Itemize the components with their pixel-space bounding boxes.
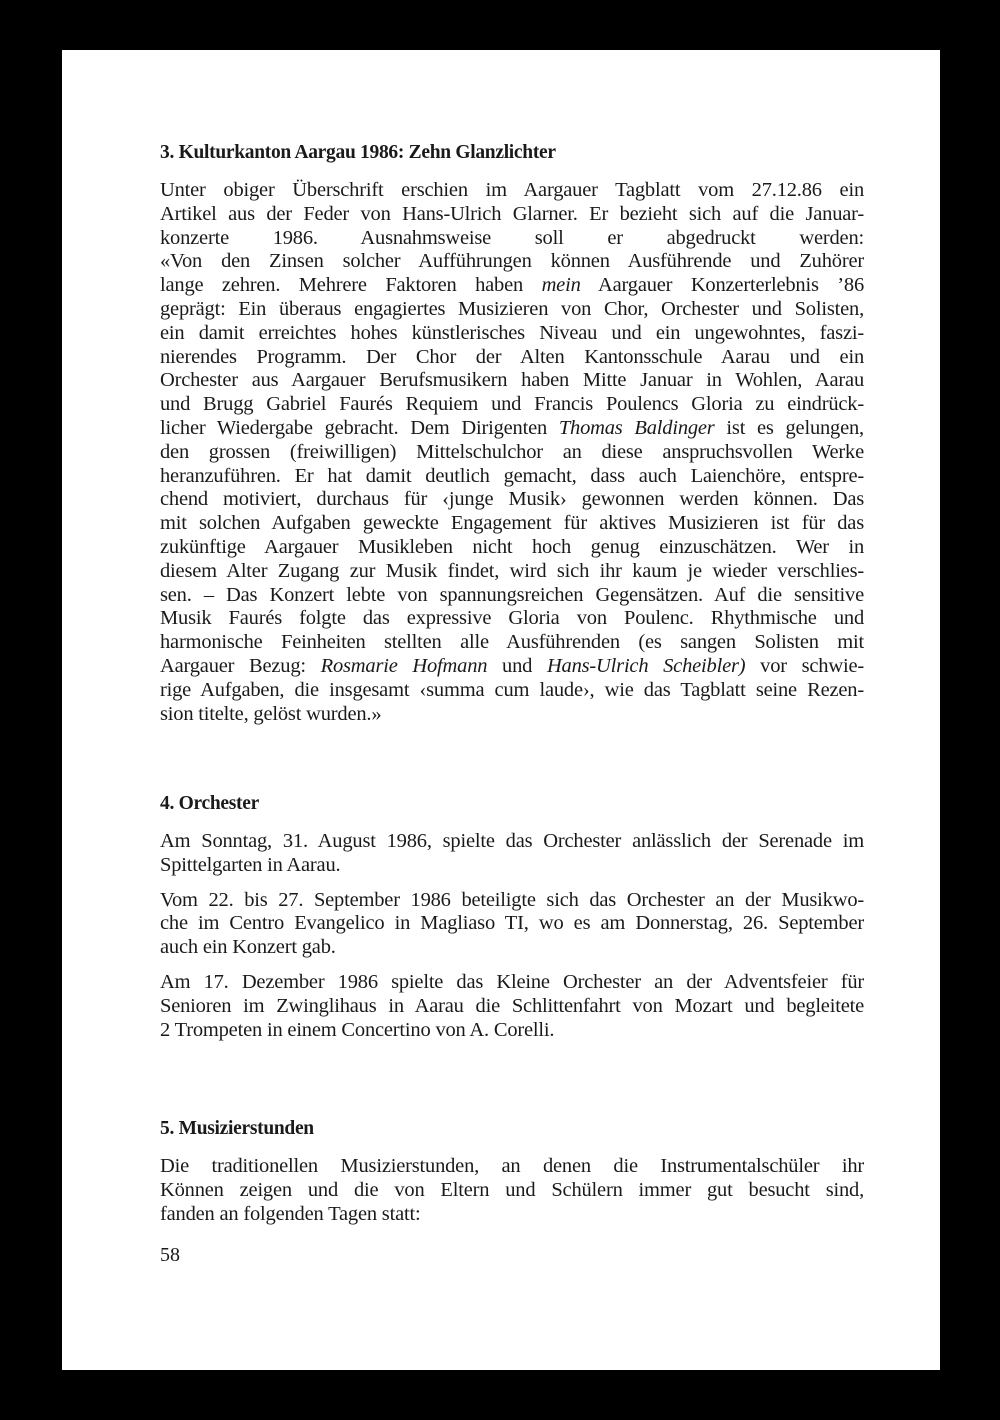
- paragraph: [160, 1155, 864, 1226]
- text-line: Am 17. Dezember 1986 spielte das Kleine Orchester an der Adventsfeier für: [160, 970, 864, 993]
- text-line: Musik Faurés folgte das expressive Gloria von Poulenc. Rhythmische und: [160, 607, 864, 630]
- text-segment: lange zehren. Mehrere Faktoren haben: [160, 274, 542, 297]
- text-line: den grossen (freiwilligen) Mittelschulchor an diese anspruchsvollen Werke: [160, 440, 864, 463]
- text-line: 2 Trompeten in einem Concertino von A. Corelli.: [160, 1018, 555, 1041]
- text-line: Artikel aus der Feder von Hans-Ulrich Glarner. Er bezieht sich auf die Januar-: [160, 202, 864, 225]
- italic-name: Hans-Ulrich Scheibler): [546, 654, 746, 677]
- text-line: rige Aufgaben, die insgesamt ‹summa cum laude›, wie das Tagblatt seine Rezen-: [160, 678, 864, 701]
- page-number: 58: [160, 1244, 180, 1266]
- text-line: heranzuführen. Er hat damit deutlich gemacht, dass auch Laienchöre, entspre-: [160, 464, 864, 487]
- text-line: Unter obiger Überschrift erschien im Aargauer Tagblatt vom 27.12.86 ein: [160, 179, 864, 201]
- section-heading: 4. Orchester: [160, 793, 259, 814]
- paragraph: [160, 179, 864, 726]
- text-segment: und: [487, 654, 547, 677]
- text-line: auch ein Konzert gab.: [160, 936, 336, 959]
- text-line: [160, 417, 864, 441]
- text-line: chend motiviert, durchaus für ‹junge Musik› gewonnen werden können. Das: [160, 488, 864, 511]
- text-line: diesem Alter Zugang zur Musik findet, wird sich ihr kaum je wieder verschlies-: [160, 559, 864, 582]
- italic-name: Rosmarie Hofmann: [320, 654, 488, 677]
- italic-name: Thomas Baldinger: [558, 416, 715, 439]
- text-line: [160, 655, 864, 679]
- italic-name: mein: [541, 274, 581, 297]
- text-line: Orchester aus Aargauer Berufsmusikern haben Mitte Januar in Wohlen, Aarau: [160, 369, 864, 392]
- text-line: fanden an folgenden Tagen statt:: [160, 1202, 421, 1225]
- text-line: mit solchen Aufgaben geweckte Engagement für aktives Musizieren ist für das: [160, 512, 864, 535]
- text-line: [160, 274, 864, 298]
- text-line: harmonische Feinheiten stellten alle Ausführenden (es sangen Solisten mit: [160, 631, 864, 654]
- section-heading: 5. Musizierstunden: [160, 1118, 314, 1139]
- text-line: geprägt: Ein überaus engagiertes Musizieren von Chor, Orchester und Solisten,: [160, 297, 864, 320]
- text-segment: Aargauer Bezug:: [160, 654, 321, 677]
- text-line: Spittelgarten in Aarau.: [160, 853, 341, 876]
- text-segment: ist es gelungen,: [714, 416, 864, 439]
- text-segment: licher Wiedergabe gebracht. Dem Dirigenten: [160, 416, 559, 439]
- section-orchester: [160, 793, 864, 1053]
- text-line: nierendes Programm. Der Chor der Alten Kantonsschule Aarau und ein: [160, 345, 864, 368]
- text-line: konzerte 1986. Ausnahmsweise soll er abgedruckt werden:: [160, 226, 864, 249]
- text-line: und Brugg Gabriel Faurés Requiem und Francis Poulencs Gloria zu eindrück-: [160, 393, 864, 416]
- text-segment: vor schwie-: [745, 654, 864, 677]
- paragraph: [160, 971, 864, 1042]
- section-musizierstunden: [160, 1118, 864, 1237]
- paragraph: [160, 830, 864, 878]
- text-line: sen. – Das Konzert lebte von spannungsreichen Gegensätzen. Auf die sensitive: [160, 583, 864, 606]
- text-line: Am Sonntag, 31. August 1986, spielte das Orchester anlässlich der Serenade im: [160, 830, 864, 852]
- section-kulturkanton: [160, 142, 864, 737]
- document-page: [62, 50, 940, 1370]
- text-line: «Von den Zinsen solcher Aufführungen können Ausführende und Zuhörer: [160, 250, 864, 273]
- text-line: zukünftige Aargauer Musikleben nicht hoch genug einzuschätzen. Wer in: [160, 535, 864, 558]
- text-line: Vom 22. bis 27. September 1986 beteiligte sich das Orchester an der Musikwo-: [160, 888, 864, 911]
- text-line: che im Centro Evangelico in Magliaso TI, wo es am Donnerstag, 26. September: [160, 912, 864, 935]
- text-line: Die traditionellen Musizierstunden, an denen die Instrumentalschüler ihr: [160, 1155, 864, 1177]
- text-line: Senioren im Zwinglihaus in Aarau die Schlittenfahrt von Mozart und begleitete: [160, 994, 864, 1017]
- text-line: ein damit erreichtes hohes künstlerisches Niveau und ein ungewohntes, faszi-: [160, 321, 864, 344]
- text-line: sion titelte, gelöst wurden.»: [160, 702, 382, 725]
- paragraph: [160, 889, 864, 960]
- text-segment: Aargauer Konzerterlebnis ’86: [580, 274, 864, 297]
- section-heading: 3. Kulturkanton Aargau 1986: Zehn Glanzlichter: [160, 142, 556, 163]
- text-line: Können zeigen und die von Eltern und Schülern immer gut besucht sind,: [160, 1178, 864, 1201]
